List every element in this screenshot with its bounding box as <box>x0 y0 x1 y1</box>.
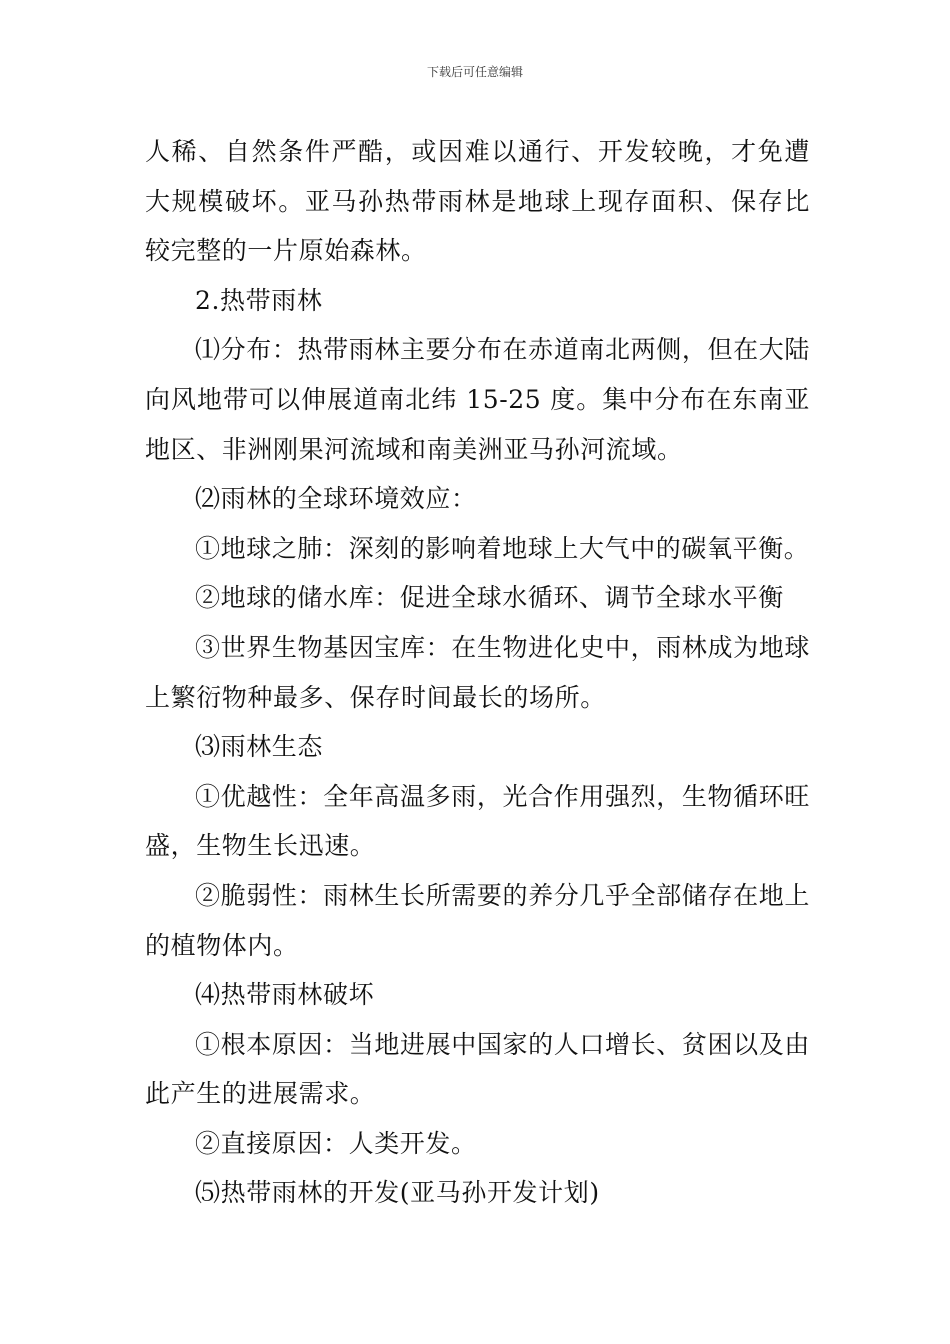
subheading-rainforest-development: ⑸热带雨林的开发(亚马孙开发计划) <box>195 1178 600 1208</box>
list-item-fragility: ②脆弱性：雨林生长所需要的养分几乎全部储存在地上的植物体内。 <box>145 880 810 960</box>
subheading-rainforest-destruction: ⑷热带雨林破坏 <box>195 980 375 1010</box>
page-header-note: 下载后可任意编辑 <box>426 65 523 79</box>
list-item-water-reservoir: ②地球的储水库：促进全球水循环、调节全球水平衡 <box>195 583 784 613</box>
section-heading-tropical-rainforest: 2.热带雨林 <box>195 285 323 315</box>
list-item-root-cause: ①根本原因：当地进展中国家的人口增长、贫困以及由此产生的进展需求。 <box>145 1029 810 1109</box>
paragraph-continuation: 人稀、自然条件严酷，或因难以通行、开发较晚，才免遭大规模破坏。亚马孙热带雨林是地球上现存面积、保存比较完整的一片原始森林。 <box>145 137 810 266</box>
document-body <box>145 127 810 1218</box>
list-item-lungs-of-earth: ①地球之肺：深刻的影响着地球上大气中的碳氧平衡。 <box>195 533 810 563</box>
list-item-advantages: ①优越性：全年高温多雨，光合作用强烈，生物循环旺盛，生物生长迅速。 <box>145 781 810 861</box>
subheading-rainforest-ecology: ⑶雨林生态 <box>195 732 324 762</box>
paragraph-distribution: ⑴分布：热带雨林主要分布在赤道南北两侧，但在大陆向风地带可以伸展道南北纬 15-25 度。集中分布在东南亚地区、非洲刚果河流域和南美洲亚马孙河流域。 <box>145 335 810 464</box>
list-item-direct-cause: ②直接原因：人类开发。 <box>195 1128 477 1158</box>
subheading-global-effects: ⑵雨林的全球环境效应： <box>195 484 477 514</box>
list-item-gene-bank: ③世界生物基因宝库：在生物进化史中，雨林成为地球上繁衍物种最多、保存时间最长的场所。 <box>145 632 810 712</box>
